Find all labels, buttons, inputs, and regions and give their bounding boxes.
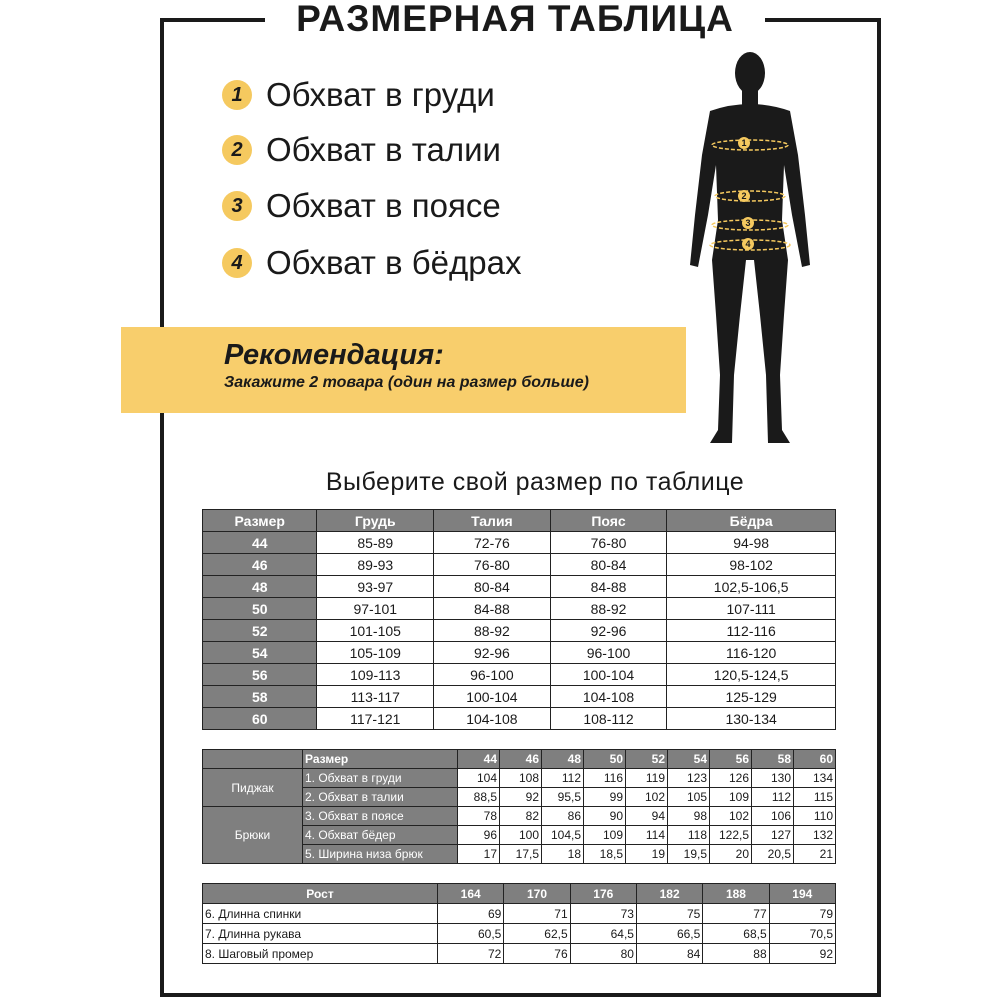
- size-header: 58: [752, 750, 794, 769]
- table-cell: 76-80: [434, 554, 551, 576]
- table-cell: 112: [542, 769, 584, 788]
- table-cell: 104-108: [550, 686, 667, 708]
- table-cell: 110: [794, 807, 836, 826]
- table-cell: 109: [584, 826, 626, 845]
- number-badge-icon: 4: [222, 248, 252, 278]
- table-cell: 79: [769, 904, 835, 924]
- column-header: Размер: [303, 750, 458, 769]
- table-row: [203, 924, 836, 944]
- table-cell: 76: [504, 944, 570, 964]
- table-cell: 109-113: [317, 664, 434, 686]
- table-cell: 112: [752, 788, 794, 807]
- table-cell: 84: [636, 944, 702, 964]
- table-cell: 19,5: [668, 845, 710, 864]
- table-cell: 92-96: [550, 620, 667, 642]
- table-cell: 80-84: [550, 554, 667, 576]
- column-header: Рост: [203, 884, 438, 904]
- measure-item: [222, 131, 501, 169]
- measure-item: [222, 76, 495, 114]
- table-cell: 104: [458, 769, 500, 788]
- table-cell: 109: [710, 788, 752, 807]
- table-header-row: [203, 884, 836, 904]
- table-cell: 127: [752, 826, 794, 845]
- table-row: [203, 642, 836, 664]
- size-header: 48: [542, 750, 584, 769]
- table-cell: 95,5: [542, 788, 584, 807]
- table-cell: 102: [626, 788, 668, 807]
- size-header: 54: [668, 750, 710, 769]
- table-cell: 132: [794, 826, 836, 845]
- row-label: 6. Длинна спинки: [203, 904, 438, 924]
- size-cell: 54: [203, 642, 317, 664]
- table-cell: 116-120: [667, 642, 836, 664]
- table-cell: 92: [769, 944, 835, 964]
- table-cell: 106: [752, 807, 794, 826]
- table-cell: 113-117: [317, 686, 434, 708]
- table-cell: 104,5: [542, 826, 584, 845]
- table-cell: 108-112: [550, 708, 667, 730]
- size-cell: 44: [203, 532, 317, 554]
- table-cell: 21: [794, 845, 836, 864]
- size-cell: 58: [203, 686, 317, 708]
- table-cell: 96-100: [550, 642, 667, 664]
- table-cell: 18,5: [584, 845, 626, 864]
- table-subtitle: Выберите свой размер по таблице: [325, 468, 745, 496]
- table-cell: 62,5: [504, 924, 570, 944]
- height-header: 188: [703, 884, 769, 904]
- table-cell: 94: [626, 807, 668, 826]
- measure-label: Обхват в груди: [266, 76, 495, 113]
- table-cell: 88,5: [458, 788, 500, 807]
- size-cell: 56: [203, 664, 317, 686]
- table-cell: 98-102: [667, 554, 836, 576]
- measure-label: Обхват в бёдрах: [266, 244, 522, 281]
- table-cell: 134: [794, 769, 836, 788]
- table-cell: 19: [626, 845, 668, 864]
- size-header: 60: [794, 750, 836, 769]
- group-label: Брюки: [203, 807, 303, 864]
- detail-size-table: [202, 749, 836, 864]
- height-header: 176: [570, 884, 636, 904]
- table-cell: 73: [570, 904, 636, 924]
- height-header: 164: [438, 884, 504, 904]
- table-cell: 76-80: [550, 532, 667, 554]
- table-cell: 114: [626, 826, 668, 845]
- table-cell: 80-84: [434, 576, 551, 598]
- table-cell: 118: [668, 826, 710, 845]
- table-cell: 105-109: [317, 642, 434, 664]
- size-header: 52: [626, 750, 668, 769]
- table-row: [203, 769, 836, 788]
- page-title: РАЗМЕРНАЯ ТАБЛИЦА: [265, 0, 765, 38]
- table-cell: 99: [584, 788, 626, 807]
- table-cell: 86: [542, 807, 584, 826]
- height-header: 194: [769, 884, 835, 904]
- table-row: [203, 576, 836, 598]
- number-badge-icon: 3: [222, 191, 252, 221]
- table-row: [203, 807, 836, 826]
- table-cell: 96: [458, 826, 500, 845]
- table-cell: 107-111: [667, 598, 836, 620]
- table-cell: 105: [668, 788, 710, 807]
- table-cell: 72: [438, 944, 504, 964]
- table-cell: 102,5-106,5: [667, 576, 836, 598]
- table-cell: 70,5: [769, 924, 835, 944]
- svg-text:4: 4: [745, 239, 751, 249]
- size-cell: 48: [203, 576, 317, 598]
- table-cell: 102: [710, 807, 752, 826]
- table-cell: 92: [500, 788, 542, 807]
- table-cell: 122,5: [710, 826, 752, 845]
- table-header-row: [203, 750, 836, 769]
- table-cell: 92-96: [434, 642, 551, 664]
- measure-item: [222, 244, 521, 282]
- table-cell: 20,5: [752, 845, 794, 864]
- table-cell: 126: [710, 769, 752, 788]
- size-header: 56: [710, 750, 752, 769]
- table-cell: 101-105: [317, 620, 434, 642]
- table-cell: 85-89: [317, 532, 434, 554]
- table-cell: 75: [636, 904, 702, 924]
- table-cell: 100-104: [434, 686, 551, 708]
- table-row: [203, 708, 836, 730]
- height-header: 170: [504, 884, 570, 904]
- column-header: Бёдра: [667, 510, 836, 532]
- table-row: [203, 686, 836, 708]
- measure-item: [222, 187, 501, 225]
- height-header: 182: [636, 884, 702, 904]
- table-cell: 88-92: [434, 620, 551, 642]
- header-spacer: [203, 750, 303, 769]
- size-cell: 60: [203, 708, 317, 730]
- table-cell: 125-129: [667, 686, 836, 708]
- size-header: 50: [584, 750, 626, 769]
- size-cell: 46: [203, 554, 317, 576]
- table-cell: 93-97: [317, 576, 434, 598]
- svg-text:2: 2: [741, 191, 747, 201]
- column-header: Грудь: [317, 510, 434, 532]
- row-label: 2. Обхват в талии: [303, 788, 458, 807]
- table-row: [203, 664, 836, 686]
- row-label: 4. Обхват бёдер: [303, 826, 458, 845]
- table-cell: 71: [504, 904, 570, 924]
- row-label: 5. Ширина низа брюк: [303, 845, 458, 864]
- recommendation-heading: Рекомендация:: [224, 339, 444, 371]
- row-label: 3. Обхват в поясе: [303, 807, 458, 826]
- table-cell: 64,5: [570, 924, 636, 944]
- table-cell: 96-100: [434, 664, 551, 686]
- table-row: [203, 944, 836, 964]
- table-cell: 119: [626, 769, 668, 788]
- table-cell: 97-101: [317, 598, 434, 620]
- table-cell: 100: [500, 826, 542, 845]
- size-cell: 50: [203, 598, 317, 620]
- table-cell: 112-116: [667, 620, 836, 642]
- height-table: [202, 883, 836, 964]
- table-cell: 94-98: [667, 532, 836, 554]
- table-cell: 72-76: [434, 532, 551, 554]
- table-cell: 104-108: [434, 708, 551, 730]
- table-cell: 130-134: [667, 708, 836, 730]
- table-cell: 80: [570, 944, 636, 964]
- table-cell: 77: [703, 904, 769, 924]
- table-row: [203, 598, 836, 620]
- table-cell: 116: [584, 769, 626, 788]
- svg-text:3: 3: [745, 218, 751, 228]
- row-label: 1. Обхват в груди: [303, 769, 458, 788]
- table-cell: 108: [500, 769, 542, 788]
- measure-label: Обхват в поясе: [266, 187, 501, 224]
- size-header: 46: [500, 750, 542, 769]
- table-cell: 68,5: [703, 924, 769, 944]
- table-cell: 82: [500, 807, 542, 826]
- table-cell: 88: [703, 944, 769, 964]
- row-label: 8. Шаговый промер: [203, 944, 438, 964]
- group-label: Пиджак: [203, 769, 303, 807]
- size-header: 44: [458, 750, 500, 769]
- table-cell: 98: [668, 807, 710, 826]
- table-row: [203, 532, 836, 554]
- recommendation-banner: [121, 327, 686, 413]
- table-row: [203, 554, 836, 576]
- table-cell: 84-88: [434, 598, 551, 620]
- table-cell: 78: [458, 807, 500, 826]
- svg-text:1: 1: [741, 138, 747, 148]
- table-cell: 130: [752, 769, 794, 788]
- table-cell: 60,5: [438, 924, 504, 944]
- column-header: Размер: [203, 510, 317, 532]
- table-cell: 115: [794, 788, 836, 807]
- table-cell: 89-93: [317, 554, 434, 576]
- row-label: 7. Длинна рукава: [203, 924, 438, 944]
- table-cell: 88-92: [550, 598, 667, 620]
- table-cell: 90: [584, 807, 626, 826]
- table-row: [203, 620, 836, 642]
- table-cell: 18: [542, 845, 584, 864]
- table-header-row: [203, 510, 836, 532]
- table-cell: 100-104: [550, 664, 667, 686]
- table-cell: 17: [458, 845, 500, 864]
- table-cell: 66,5: [636, 924, 702, 944]
- column-header: Талия: [434, 510, 551, 532]
- size-table: [202, 509, 836, 730]
- size-cell: 52: [203, 620, 317, 642]
- table-cell: 84-88: [550, 576, 667, 598]
- table-cell: 117-121: [317, 708, 434, 730]
- table-cell: 123: [668, 769, 710, 788]
- recommendation-text: Закажите 2 товара (один на размер больше): [224, 374, 589, 391]
- number-badge-icon: 1: [222, 80, 252, 110]
- table-cell: 17,5: [500, 845, 542, 864]
- measure-label: Обхват в талии: [266, 131, 501, 168]
- body-silhouette: [680, 45, 820, 450]
- table-cell: 120,5-124,5: [667, 664, 836, 686]
- table-cell: 69: [438, 904, 504, 924]
- table-cell: 20: [710, 845, 752, 864]
- column-header: Пояс: [550, 510, 667, 532]
- number-badge-icon: 2: [222, 135, 252, 165]
- table-row: [203, 904, 836, 924]
